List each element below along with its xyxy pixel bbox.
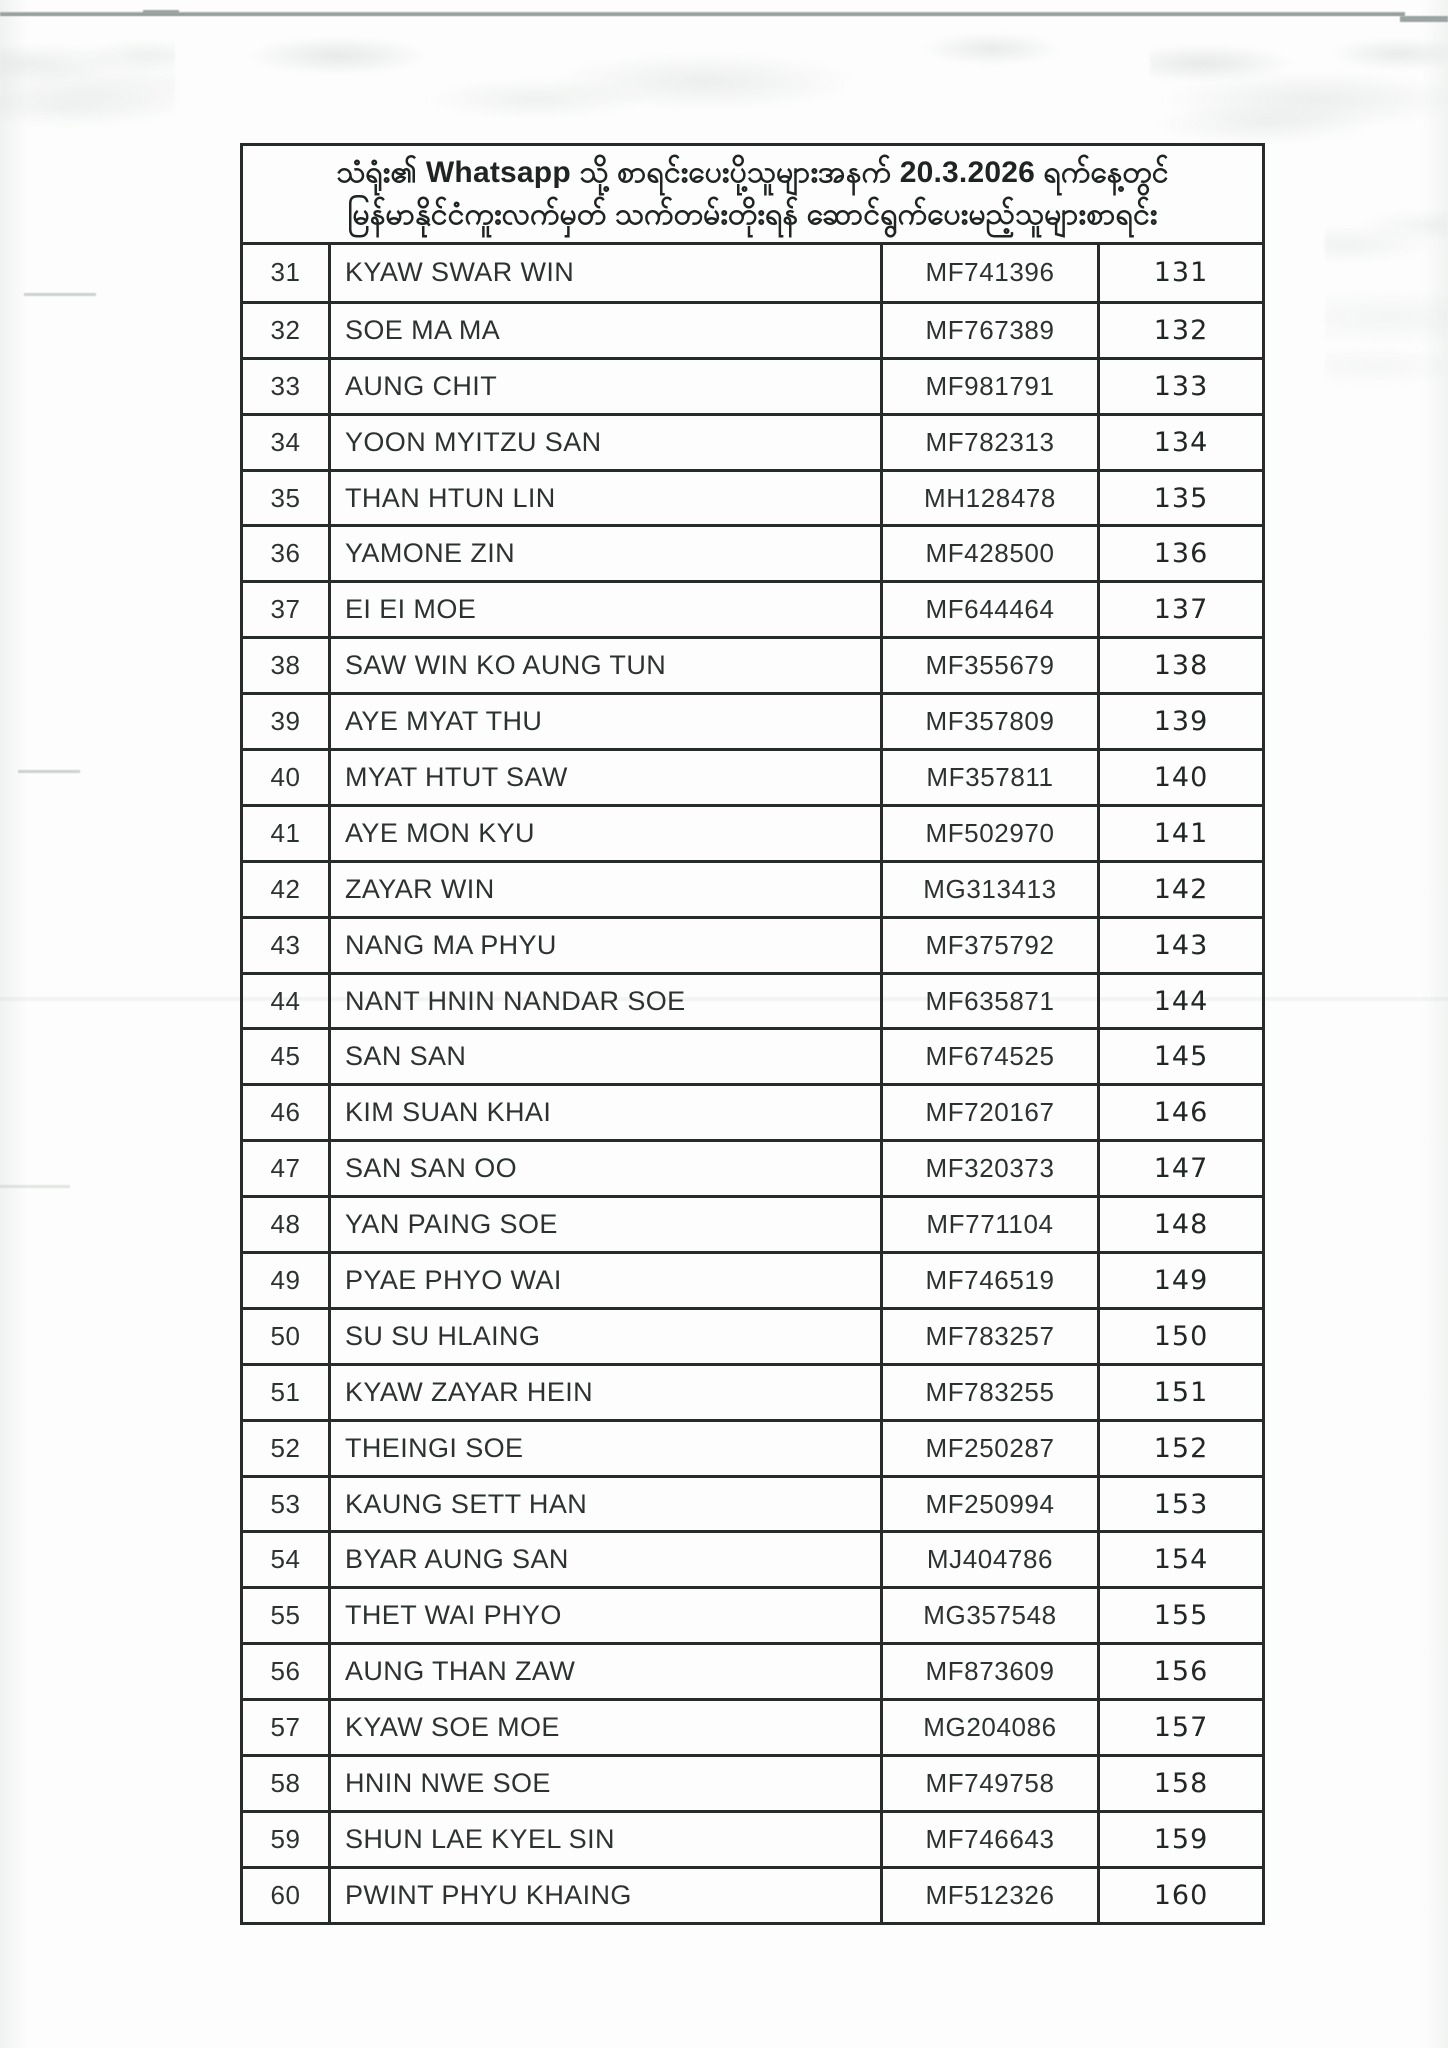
serial-number-cell: 154	[1097, 1530, 1262, 1586]
passport-number-cell: MG204086	[880, 1698, 1097, 1754]
name-cell: THET WAI PHYO	[328, 1586, 880, 1642]
passport-number-cell: MF749758	[880, 1754, 1097, 1810]
passport-number-cell: MF782313	[880, 413, 1097, 469]
scan-streak	[24, 293, 96, 296]
serial-number-cell: 133	[1097, 357, 1262, 413]
row-number-cell: 34	[243, 413, 328, 469]
row-number-cell: 53	[243, 1475, 328, 1531]
name-cell: SAN SAN OO	[328, 1139, 880, 1195]
row-number-cell: 54	[243, 1530, 328, 1586]
name-cell: KYAW SWAR WIN	[328, 245, 880, 301]
serial-number-cell: 160	[1097, 1866, 1262, 1922]
serial-number-cell: 156	[1097, 1642, 1262, 1698]
serial-number-cell: 144	[1097, 972, 1262, 1028]
passport-number-cell: MF644464	[880, 580, 1097, 636]
scan-shading-band	[0, 0, 28, 2048]
name-cell: THEINGI SOE	[328, 1419, 880, 1475]
name-cell: EI EI MOE	[328, 580, 880, 636]
scan-edge-artifact	[0, 12, 1405, 16]
passport-number-cell: MF674525	[880, 1027, 1097, 1083]
serial-number-cell: 147	[1097, 1139, 1262, 1195]
serial-number-cell: 155	[1097, 1586, 1262, 1642]
scan-streak	[0, 1185, 70, 1188]
scan-edge-artifact	[143, 10, 179, 14]
passport-number-cell: MF357811	[880, 748, 1097, 804]
name-cell: NANT HNIN NANDAR SOE	[328, 972, 880, 1028]
row-number-cell: 31	[270, 257, 301, 288]
serial-number-cell: 148	[1097, 1195, 1262, 1251]
name-cell: THAN HTUN LIN	[328, 469, 880, 525]
row-number-cell: 55	[243, 1586, 328, 1642]
passport-number-cell: MF783255	[880, 1363, 1097, 1419]
row-number-cell: 51	[243, 1363, 328, 1419]
serial-number-cell: 143	[1097, 916, 1262, 972]
serial-number-cell: 134	[1097, 413, 1262, 469]
passport-number-cell: MJ404786	[880, 1530, 1097, 1586]
name-cell: AUNG CHIT	[328, 357, 880, 413]
serial-number-cell: 146	[1097, 1083, 1262, 1139]
passport-number-cell: MF746643	[880, 1810, 1097, 1866]
serial-number-cell: 145	[1097, 1027, 1262, 1083]
serial-number-cell: 131	[1097, 245, 1262, 301]
row-number-cell: 48	[243, 1195, 328, 1251]
passport-number-cell: MF635871	[880, 972, 1097, 1028]
scan-shading-band	[1422, 0, 1448, 2048]
passport-number-cell: MF355679	[880, 636, 1097, 692]
row-number-cell: 35	[243, 469, 328, 525]
name-cell: SHUN LAE KYEL SIN	[328, 1810, 880, 1866]
passport-number-cell: MF357809	[880, 692, 1097, 748]
serial-number-cell: 152	[1097, 1419, 1262, 1475]
serial-number-cell: 159	[1097, 1810, 1262, 1866]
passport-number-cell: MG313413	[880, 860, 1097, 916]
passport-number-cell: MF428500	[880, 524, 1097, 580]
table-title	[243, 146, 1262, 245]
passport-renewal-table	[240, 143, 1265, 1925]
serial-number-cell: 139	[1097, 692, 1262, 748]
serial-number-cell: 132	[1097, 301, 1262, 357]
row-number-cell: 56	[243, 1642, 328, 1698]
name-cell: AYE MON KYU	[328, 804, 880, 860]
passport-number-cell: MF502970	[880, 804, 1097, 860]
passport-number-cell: MF375792	[880, 916, 1097, 972]
serial-number-cell: 135	[1097, 469, 1262, 525]
passport-number-cell: MF771104	[880, 1195, 1097, 1251]
serial-number-cell: 141	[1097, 804, 1262, 860]
passport-number-cell: MF981791	[880, 357, 1097, 413]
serial-number-cell: 136	[1097, 524, 1262, 580]
name-cell: HNIN NWE SOE	[328, 1754, 880, 1810]
serial-number-cell: 151	[1097, 1363, 1262, 1419]
name-cell: KYAW ZAYAR HEIN	[328, 1363, 880, 1419]
row-number-cell: 50	[243, 1307, 328, 1363]
passport-number-cell: MF720167	[880, 1083, 1097, 1139]
title-line-1: သံရုံး၏ Whatsapp သို့ စာရင်းပေးပို့သူများအနက် 20.3.2026 ရက်နေ့တွင်	[336, 155, 1169, 189]
row-number-cell: 38	[243, 636, 328, 692]
name-cell: YAN PAING SOE	[328, 1195, 880, 1251]
serial-number-cell: 142	[1097, 860, 1262, 916]
serial-number-cell: 149	[1097, 1251, 1262, 1307]
serial-number-cell: 150	[1097, 1307, 1262, 1363]
name-cell: SOE MA MA	[328, 301, 880, 357]
name-cell: SU SU HLAING	[328, 1307, 880, 1363]
name-cell: KAUNG SETT HAN	[328, 1475, 880, 1531]
name-cell: ZAYAR WIN	[328, 860, 880, 916]
row-number-cell: 37	[243, 580, 328, 636]
row-number-cell: 36	[243, 524, 328, 580]
scan-noise-smudge	[1150, 16, 1448, 151]
row-number-cell: 60	[243, 1866, 328, 1922]
serial-number-cell: 158	[1097, 1754, 1262, 1810]
name-cell: YAMONE ZIN	[328, 524, 880, 580]
row-number-cell: 41	[243, 804, 328, 860]
passport-number-cell: MH128478	[880, 469, 1097, 525]
name-cell: SAN SAN	[328, 1027, 880, 1083]
passport-number-cell: MF741396	[880, 245, 1097, 301]
name-cell: NANG MA PHYU	[328, 916, 880, 972]
name-cell: AUNG THAN ZAW	[328, 1642, 880, 1698]
row-number-cell: 46	[243, 1083, 328, 1139]
row-number-cell: 52	[243, 1419, 328, 1475]
name-cell: AYE MYAT THU	[328, 692, 880, 748]
name-cell: YOON MYITZU SAN	[328, 413, 880, 469]
passport-number-cell: MF767389	[880, 301, 1097, 357]
passport-number-cell: MF873609	[880, 1642, 1097, 1698]
row-number-cell: 32	[243, 301, 328, 357]
serial-number-cell: 137	[1097, 580, 1262, 636]
table-rows	[243, 245, 1262, 1922]
name-cell: BYAR AUNG SAN	[328, 1530, 880, 1586]
passport-number-cell: MF250994	[880, 1475, 1097, 1531]
passport-number-cell: MF512326	[880, 1866, 1097, 1922]
passport-number-cell: MF320373	[880, 1139, 1097, 1195]
serial-number-cell: 157	[1097, 1698, 1262, 1754]
row-number-cell: 49	[243, 1251, 328, 1307]
serial-number-cell: 153	[1097, 1475, 1262, 1531]
row-number-cell: 33	[243, 357, 328, 413]
passport-number-cell: MF250287	[880, 1419, 1097, 1475]
row-number-cell: 44	[243, 972, 328, 1028]
name-cell: PWINT PHYU KHAING	[328, 1866, 880, 1922]
scan-noise-smudge	[160, 22, 1150, 118]
row-number-cell: 59	[243, 1810, 328, 1866]
row-number-cell: 45	[243, 1027, 328, 1083]
name-cell: PYAE PHYO WAI	[328, 1251, 880, 1307]
scan-streak	[18, 770, 80, 773]
name-cell: MYAT HTUT SAW	[328, 748, 880, 804]
row-number-cell: 43	[243, 916, 328, 972]
row-number-cell: 58	[243, 1754, 328, 1810]
serial-number-cell: 140	[1097, 748, 1262, 804]
name-cell: KIM SUAN KHAI	[328, 1083, 880, 1139]
title-line-2: မြန်မာနိုင်ငံကူးလက်မှတ် သက်တမ်းတိုးရန် ဆောင်ရွက်ပေးမည့်သူများစာရင်း	[347, 197, 1158, 231]
name-cell: KYAW SOE MOE	[328, 1698, 880, 1754]
passport-number-cell: MG357548	[880, 1586, 1097, 1642]
row-number-cell: 47	[243, 1139, 328, 1195]
passport-number-cell: MF783257	[880, 1307, 1097, 1363]
row-number-cell: 42	[243, 860, 328, 916]
row-number-cell: 39	[243, 692, 328, 748]
name-cell: SAW WIN KO AUNG TUN	[328, 636, 880, 692]
serial-number-cell: 138	[1097, 636, 1262, 692]
row-number-cell: 57	[243, 1698, 328, 1754]
passport-number-cell: MF746519	[880, 1251, 1097, 1307]
row-number-cell: 40	[243, 748, 328, 804]
